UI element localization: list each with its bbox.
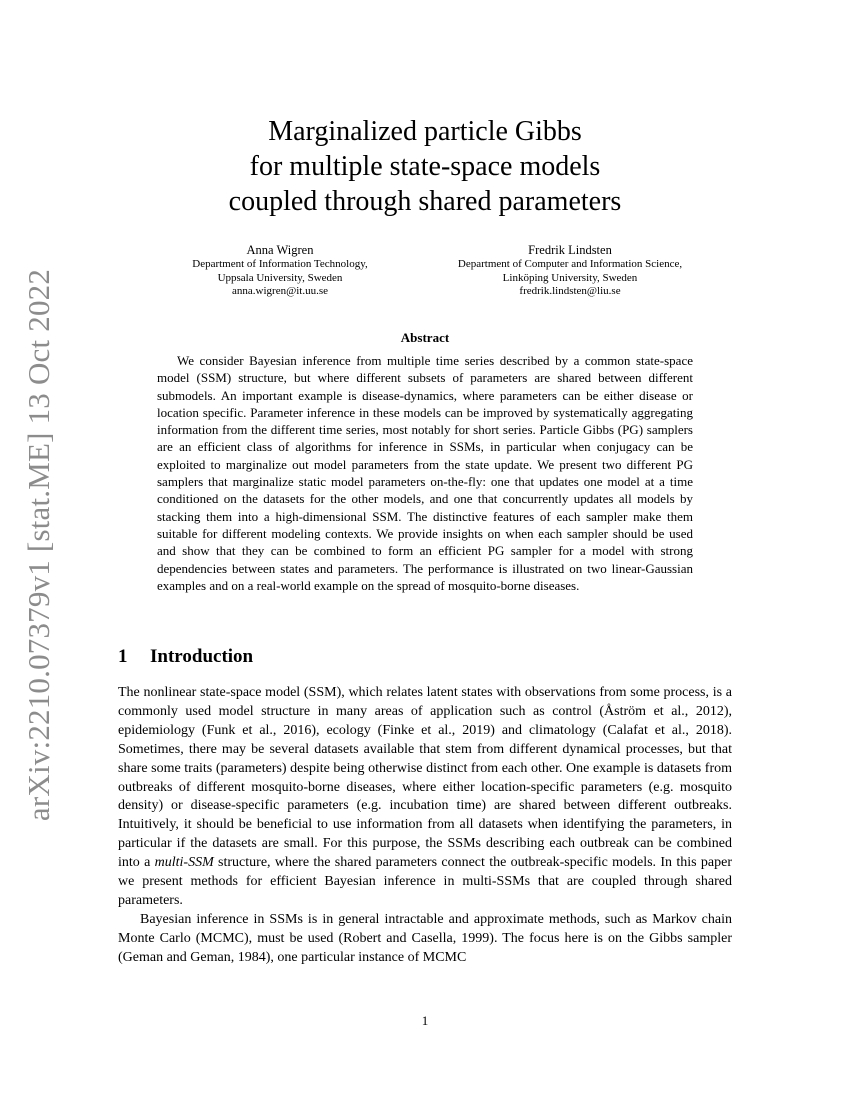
title-line: Marginalized particle Gibbs bbox=[268, 116, 582, 147]
author-block-first bbox=[165, 242, 395, 299]
paragraph bbox=[118, 684, 732, 911]
section-title: Introduction bbox=[150, 646, 254, 667]
paragraph-text: The nonlinear state-space model (SSM), which relates latent states with observations from some process, is a commonly used model structure in many areas of application such as control (Åström et al., 2012), epidemiology (Funk et al., 2016), ecology (Finke et al., 2019) and climatology (Calafat et al., 2018). Sometimes, there may be several datasets available that stem from different dynamical processes, but that share some traits (parameters) despite being otherwise distinct from each other. One example is datasets from outbreaks of different mosquito-borne diseases, where either location-specific parameters (e.g. mosquito density) or disease-specific parameters (e.g. incubation time) are shared between different outbreaks. Intuitively, it should be beneficial to use information from all datasets when identifying the parameters, in particular if the datasets are small. For this purpose, the SSMs describing each outbreak can be combined into a bbox=[118, 685, 732, 871]
title-line: coupled through shared parameters bbox=[228, 186, 622, 217]
author-name: Anna Wigren bbox=[246, 243, 314, 257]
author-affiliation-line: Department of Computer and Information Science, bbox=[457, 258, 683, 270]
author-email: fredrik.lindsten@liu.se bbox=[519, 285, 621, 297]
author-affiliation-line: Uppsala University, Sweden bbox=[217, 271, 343, 284]
body-text bbox=[118, 684, 732, 968]
author-email: anna.wigren@it.uu.se bbox=[232, 285, 328, 297]
title-line: for multiple state-space models bbox=[249, 151, 601, 182]
arxiv-identifier-text: arXiv:2210.07379v1 [stat.ME] 13 Oct 2022 bbox=[21, 268, 56, 822]
abstract-heading: Abstract bbox=[400, 330, 450, 345]
arxiv-identifier-stamp bbox=[14, 268, 64, 822]
author-block-second bbox=[430, 242, 710, 299]
paragraph: Bayesian inference in SSMs is in general intractable and approximate methods, such as Markov chain Monte Carlo (MCMC), must be used (Robert and Casella, 1999). The focus here is on the Gibbs sampler (Geman and Geman, 1984), one particular instance of MCMC bbox=[118, 911, 732, 965]
author-affiliation-line: Department of Information Technology, bbox=[192, 258, 368, 270]
paragraph-text: structure, where the shared parameters connect the outbreak-specific models. In this paper we present methods for efficient Bayesian inference in multi-SSMs that are coupled through shared parameters. bbox=[118, 855, 732, 908]
section-number: 1 bbox=[118, 646, 128, 667]
emphasized-term: multi-SSM bbox=[154, 855, 214, 871]
abstract-text: We consider Bayesian inference from multiple time series described by a common state-space model (SSM) structure, but where different subsets of parameters are shared between different submodels. An important example is disease-dynamics, where parameters can be either disease or location specific. Parameter inference in these models can be improved by systematically aggregating information from the different time series, most notably for short series. Particle Gibbs (PG) samplers are an efficient class of algorithms for inference in SSMs, in particular when conjugacy can be exploited to marginalize out model parameters from the state update. We present two different PG samplers that marginalize static model parameters on-the-fly: one that updates one model at a time conditioned on the datasets for the other models, and one that concurrently updates all models by stacking them into a high-dimensional SSM. The distinctive features of each sampler make them suitable for different modeling contexts. We provide insights on when each sampler should be used and show that they can be combined to form an efficient PG sampler for a model with strong dependencies between states and parameters. The performance is illustrated on two linear-Gaussian examples and on a real-world example on the spread of mosquito-borne diseases. bbox=[157, 353, 693, 593]
paper-title bbox=[120, 114, 730, 219]
author-name: Fredrik Lindsten bbox=[528, 243, 612, 257]
page-number: 1 bbox=[421, 1013, 429, 1028]
section-heading bbox=[118, 646, 253, 668]
author-affiliation-line: Linköping University, Sweden bbox=[502, 271, 638, 284]
